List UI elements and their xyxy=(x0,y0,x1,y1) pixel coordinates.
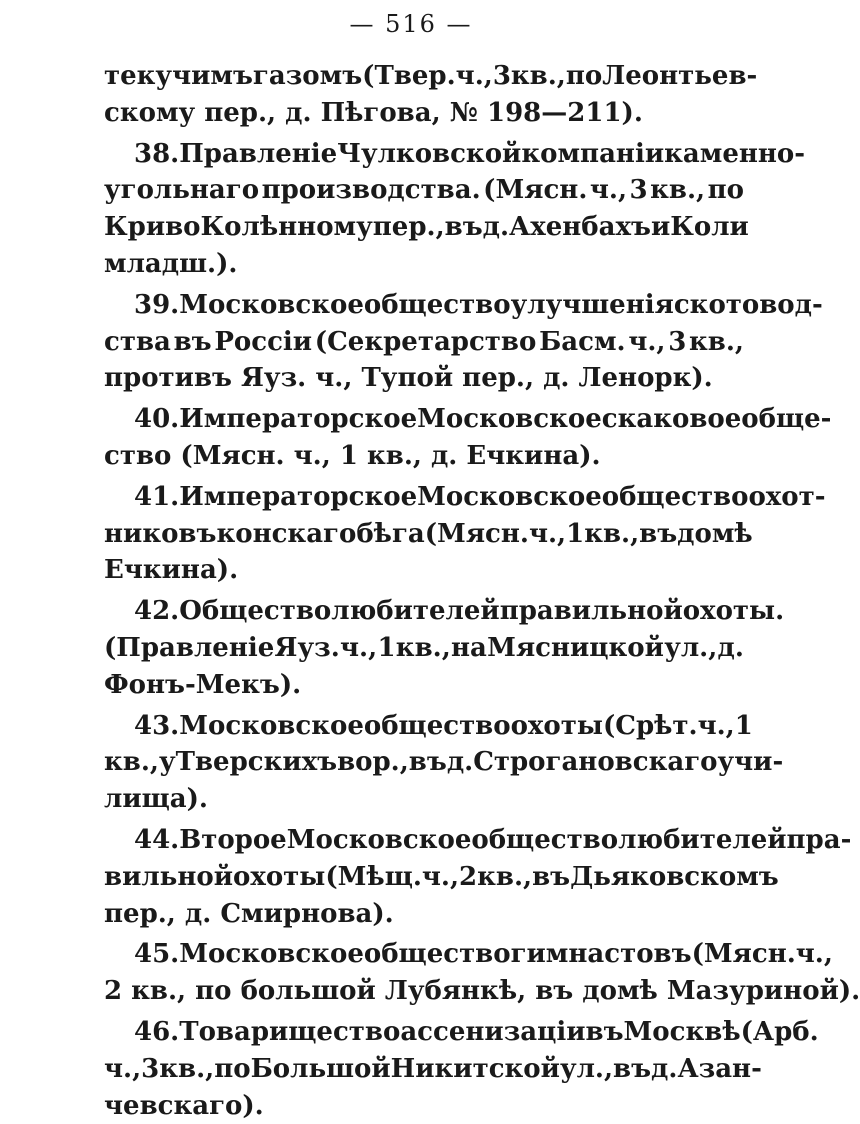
entry-line: ства въ Россіи (Секретарство Басм. ч., 3 кв., xyxy=(104,326,744,357)
entry xyxy=(104,593,785,703)
entry-line: Фонъ-Мекъ). xyxy=(104,669,302,700)
entry xyxy=(104,708,784,818)
entry-line: угольнаго производства. (Мясн. ч., 3 кв., по xyxy=(104,175,744,206)
entry-line: 38. Правленіе Чулковской компаніи каменно- xyxy=(134,138,806,169)
entry xyxy=(104,136,806,283)
entry-line: младш.). xyxy=(104,248,238,279)
entry-line: Криво Колѣнному пер., въ д. Ахенбахъ и Коли xyxy=(104,212,749,243)
entry-line: вильной охоты (Мѣщ. ч., 2 кв., въ Дьяковскомъ xyxy=(104,861,779,892)
page-number: — 516 — xyxy=(349,10,473,38)
entry-line: (Правленіе Яуз. ч., 1 кв., на Мясницкой ул., д. xyxy=(104,632,744,663)
entry-line: никовъ конскаго бѣга (Мясн. ч., 1 кв., въ домѣ xyxy=(104,518,753,549)
entry-line: 44. Второе Московское общество любителей пра- xyxy=(134,824,852,855)
entry-line: Ечкина). xyxy=(104,555,239,586)
entry-line: кв., у Тверскихъ вор., въ д. Строгановскаго учи- xyxy=(104,747,784,778)
entries-list xyxy=(104,58,860,1124)
entry-line: текучимъ газомъ (Твер. ч., 3 кв., по Леонтьев- xyxy=(104,61,758,91)
entry-line: 2 кв., по большой Лубянкѣ, въ домѣ Мазуриной). xyxy=(104,976,860,1007)
entry-line: 41. Императорское Московское общество охот- xyxy=(134,481,826,512)
entry-line: ч., 3 кв., по Большой Никитской ул., въ д. Азан- xyxy=(104,1053,762,1084)
entry-line: лища). xyxy=(104,784,208,815)
entry-line: скому пер., д. Пѣгова, № 198—211). xyxy=(104,97,643,128)
entry xyxy=(104,401,832,475)
entry-line: ство (Мясн. ч., 1 кв., д. Ечкина). xyxy=(104,440,601,471)
entry xyxy=(104,1014,819,1124)
entry-line: 40. Императорское Московское скаковое обще- xyxy=(134,404,832,435)
entry xyxy=(104,822,852,932)
entry-line: 43. Московское общество охоты (Срѣт. ч., 1 xyxy=(134,710,753,741)
entry xyxy=(104,287,823,397)
entry-line: чевскаго). xyxy=(104,1090,264,1121)
entry xyxy=(104,58,758,132)
entry-line: 42. Общество любителей правильной охоты. xyxy=(134,596,785,627)
entry-line: пер., д. Смирнова). xyxy=(104,898,394,929)
entry-line: 45. Московское общество гимнастовъ (Мясн. ч., xyxy=(134,939,833,970)
entry-line: противъ Яуз. ч., Тупой пер., д. Ленорк). xyxy=(104,363,713,394)
entry xyxy=(104,479,826,589)
entry-line: 39. Московское общество улучшенія скотовод- xyxy=(134,289,823,320)
entry xyxy=(104,936,860,1010)
entry-line: 46. Товарищество ассенизаціи въ Москвѣ (Арб. xyxy=(134,1016,819,1047)
